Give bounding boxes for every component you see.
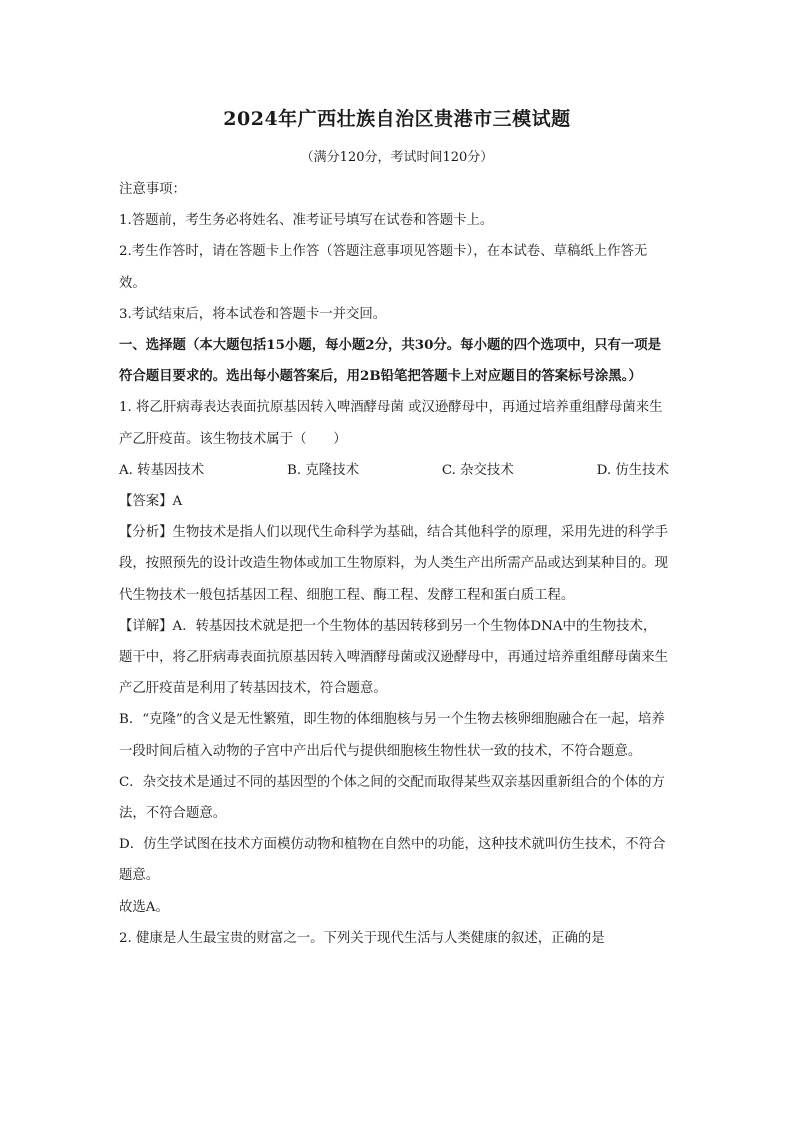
question-1-conclusion: 故选A。 (119, 899, 169, 915)
note-item-1: 1.答题前，考生务必将姓名、准考证号填写在试卷和答题卡上。 (119, 213, 494, 229)
exam-info: （满分120分，考试时间120分） (300, 150, 494, 165)
question-1-stem: 1. 将乙肝病毒表达表面抗原基因转入啤酒酵母菌 或汉逊酵母中，再通过培养重组酵母菌来生产乙肝疫苗。该生物技术属于（ ） (119, 400, 663, 447)
option-c: C. 杂交技术 (441, 462, 514, 478)
question-1-detail-b: B．“克隆”的含义是无性繁殖，即生物的体细胞核与另一个生物去核卵细胞融合在一起，培养一段时间后植入动物的子宫中产出后代与提供细胞核生物性状一致的技术，不符合题意。 (119, 712, 665, 759)
document-body (119, 174, 669, 954)
question-1-answer: 【答案】A (119, 494, 183, 510)
option-b: B. 克隆技术 (287, 462, 359, 478)
question-1-detail-c: C．杂交技术是通过不同的基因型的个体之间的交配而取得某些双亲基因重新组合的个体的方法，不符合题意。 (119, 774, 665, 822)
note-item-2: 2.考生作答时，请在答题卡上作答（答题注意事项见答题卡），在本试卷、草稿纸上作答无效。 (119, 244, 648, 291)
note-item-3: 3.考试结束后，将本试卷和答题卡一并交回。 (119, 306, 387, 322)
page-title: 2024年广西壮族自治区贵港市三模试题 (223, 108, 571, 130)
notes-heading: 注意事项： (119, 182, 186, 197)
question-1-detail-d: D．仿生学试图在技术方面模仿动物和植物在自然中的功能，这种技术就叫仿生技术，不符合题意。 (119, 837, 666, 884)
question-1-analysis: 【分析】生物技术是指人们以现代生命科学为基础，结合其他科学的原理，采用先进的科学手段，按照预先的设计改造生物体或加工生物原料，为人类生产出所需产品或达到某种目的。现代生物技术一般包括基因工程、细胞工程、酶工程、发酵工程和蛋白质工程。 (119, 525, 669, 603)
question-2-stem: 2. 健康是人生最宝贵的财富之一。下列关于现代生活与人类健康的叙述，正确的是 (119, 930, 605, 946)
question-1-detail-a: 【详解】A．转基因技术就是把一个生物体的基因转移到另一个生物体DNA中的生物技术，题干中，将乙肝病毒表面抗原基因转入啤酒酵母菌或汉逊酵母中，再通过培养重组酵母菌来生产乙肝疫苗是利用了转基因技术，符合题意。 (119, 618, 669, 697)
section-heading: 一、选择题（本大题包括15小题，每小题2分，共30分。每小题的四个选项中，只有一项是符合题目要求的。选出每小题答案后，用2B铅笔把答题卡上对应题目的答案标号涂黑。） (119, 337, 662, 385)
question-1-options (119, 455, 669, 486)
option-d: D. 仿生技术 (596, 462, 669, 478)
option-a: A. 转基因技术 (119, 462, 205, 478)
